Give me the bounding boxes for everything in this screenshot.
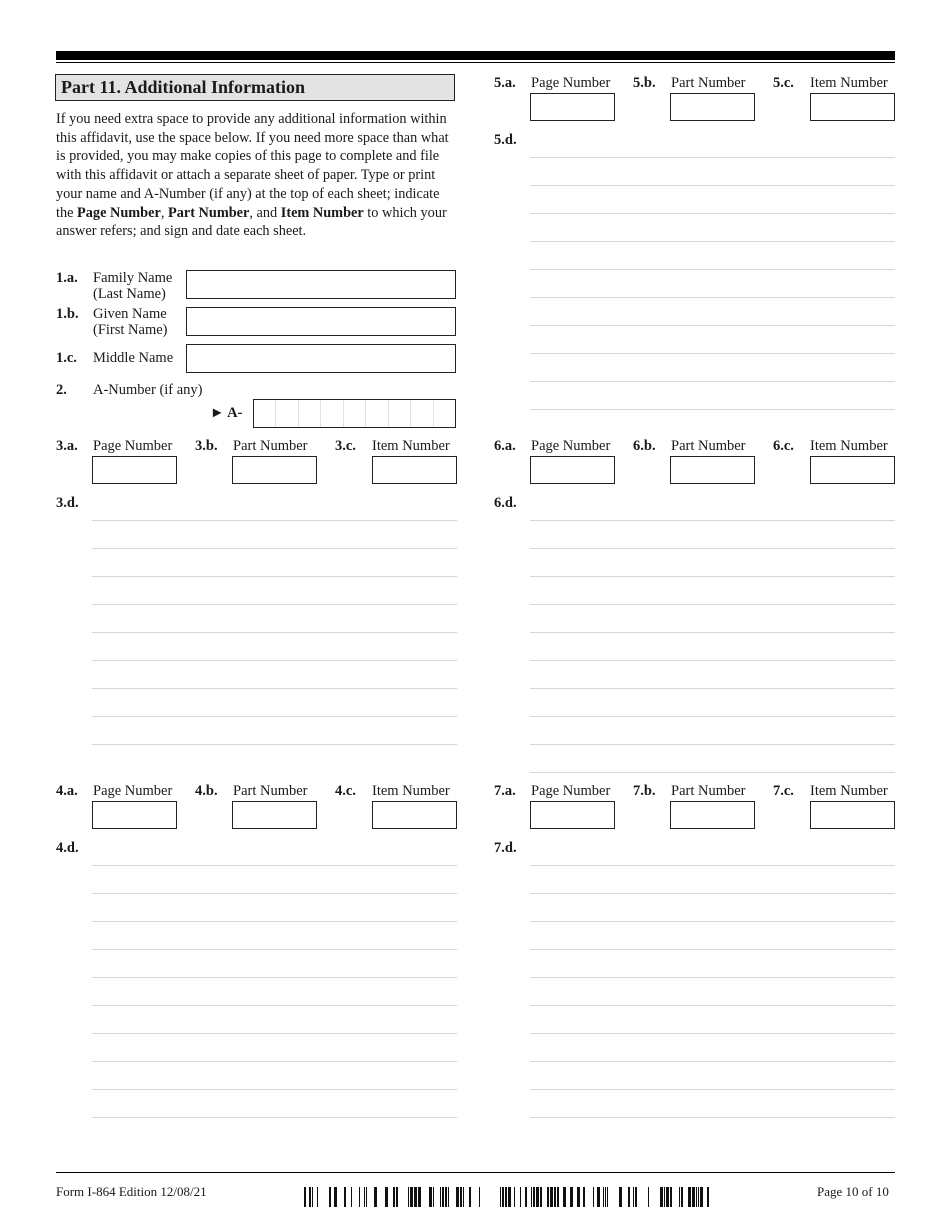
part-number-input-3[interactable] (232, 456, 317, 484)
writing-line (92, 1033, 457, 1034)
page-number-label-5: Page Number (531, 75, 611, 91)
item-number-6c: 6.c. (773, 438, 794, 454)
middle-name-label: Middle Name (93, 350, 174, 366)
writing-line (530, 1089, 895, 1090)
writing-line (530, 949, 895, 950)
writing-line (530, 865, 895, 866)
a-number-prefix: ► A- (210, 405, 243, 421)
part-number-input-5[interactable] (670, 93, 755, 121)
item-number-6b: 6.b. (633, 438, 656, 454)
writing-line (92, 576, 457, 577)
page-number-label-7: Page Number (531, 783, 611, 799)
item-number-7a: 7.a. (494, 783, 516, 799)
writing-line (530, 744, 895, 745)
item-number-5d: 5.d. (494, 132, 517, 148)
writing-line (92, 744, 457, 745)
writing-line (92, 977, 457, 978)
page-number-label-6: Page Number (531, 438, 611, 454)
writing-line (530, 1117, 895, 1118)
writing-line (530, 520, 895, 521)
item-number-label-5: Item Number (810, 75, 888, 91)
writing-line (92, 604, 457, 605)
item-number-6d: 6.d. (494, 495, 517, 511)
writing-line (92, 893, 457, 894)
writing-line (530, 548, 895, 549)
writing-line (530, 977, 895, 978)
item-number-7d: 7.d. (494, 840, 517, 856)
family-name-input[interactable] (186, 270, 456, 299)
item-number-5c: 5.c. (773, 75, 794, 91)
writing-line (530, 1033, 895, 1034)
writing-line (92, 1061, 457, 1062)
writing-line (530, 213, 895, 214)
writing-line (92, 716, 457, 717)
writing-line (530, 1061, 895, 1062)
writing-line (530, 409, 895, 410)
writing-line (530, 353, 895, 354)
a-number-input[interactable] (253, 399, 456, 428)
top-rule-thick (56, 51, 895, 60)
writing-line (530, 716, 895, 717)
item-number-3d: 3.d. (56, 495, 79, 511)
writing-line (92, 1005, 457, 1006)
writing-line (92, 688, 457, 689)
writing-line (92, 1089, 457, 1090)
page-number-input-7[interactable] (530, 801, 615, 829)
item-number-3c: 3.c. (335, 438, 356, 454)
page-number-input-4[interactable] (92, 801, 177, 829)
writing-line (530, 921, 895, 922)
part-number-label-5: Part Number (671, 75, 746, 91)
writing-line (92, 865, 457, 866)
item-number-7b: 7.b. (633, 783, 656, 799)
item-number-4b: 4.b. (195, 783, 218, 799)
item-number-input-7[interactable] (810, 801, 895, 829)
item-number-5b: 5.b. (633, 75, 656, 91)
writing-line (92, 949, 457, 950)
item-number-4a: 4.a. (56, 783, 78, 799)
page-number-input-5[interactable] (530, 93, 615, 121)
top-rule-thin (56, 62, 895, 63)
part-header: Part 11. Additional Information (55, 74, 455, 101)
writing-line (530, 660, 895, 661)
writing-line (92, 548, 457, 549)
part-number-label-4: Part Number (233, 783, 308, 799)
item-number-4c: 4.c. (335, 783, 356, 799)
item-number-3b: 3.b. (195, 438, 218, 454)
given-name-label: Given Name (First Name) (93, 306, 168, 338)
writing-line (530, 325, 895, 326)
writing-line (530, 157, 895, 158)
footer-rule (56, 1172, 895, 1173)
writing-line (530, 893, 895, 894)
part-number-label-7: Part Number (671, 783, 746, 799)
item-number-2: 2. (56, 382, 67, 398)
page-number-label-3: Page Number (93, 438, 173, 454)
part-number-input-4[interactable] (232, 801, 317, 829)
writing-line (530, 241, 895, 242)
page-number-input-6[interactable] (530, 456, 615, 484)
writing-line (530, 632, 895, 633)
writing-line (530, 381, 895, 382)
writing-line (530, 1005, 895, 1006)
item-number-label-4: Item Number (372, 783, 450, 799)
writing-line (530, 185, 895, 186)
item-number-5a: 5.a. (494, 75, 516, 91)
instructions-paragraph: If you need extra space to provide any additional information within this affidavit, use the space below. If you need more space than what is provided, you may make copies of this page to complete and file with this affidavit or attach a separate sheet of paper. Type or print your name and A-Number (if any) at the top of each sheet; indicate the Page Number, Part Number, and Item Number to which your answer refers; and sign and date each sheet. (56, 111, 449, 240)
item-number-3a: 3.a. (56, 438, 78, 454)
item-number-input-6[interactable] (810, 456, 895, 484)
writing-line (92, 660, 457, 661)
writing-line (530, 772, 895, 773)
item-number-input-4[interactable] (372, 801, 457, 829)
writing-line (92, 921, 457, 922)
item-number-1c: 1.c. (56, 350, 77, 366)
part-number-input-6[interactable] (670, 456, 755, 484)
additional-info-textarea-3[interactable] (92, 492, 457, 744)
writing-line (530, 688, 895, 689)
item-number-input-3[interactable] (372, 456, 457, 484)
middle-name-input[interactable] (186, 344, 456, 373)
item-number-label-3: Item Number (372, 438, 450, 454)
a-number-label: A-Number (if any) (93, 382, 203, 398)
writing-line (92, 632, 457, 633)
writing-line (92, 520, 457, 521)
writing-line (92, 1117, 457, 1118)
page-number-input-3[interactable] (92, 456, 177, 484)
given-name-input[interactable] (186, 307, 456, 336)
writing-line (530, 576, 895, 577)
item-number-1a: 1.a. (56, 270, 78, 286)
writing-line (530, 604, 895, 605)
page-number-label-4: Page Number (93, 783, 173, 799)
writing-line (530, 297, 895, 298)
item-number-6a: 6.a. (494, 438, 516, 454)
item-number-1b: 1.b. (56, 306, 79, 322)
writing-line (530, 269, 895, 270)
part-number-label-6: Part Number (671, 438, 746, 454)
barcode-image (304, 1187, 712, 1207)
item-number-4d: 4.d. (56, 840, 79, 856)
item-number-label-6: Item Number (810, 438, 888, 454)
part-number-label-3: Part Number (233, 438, 308, 454)
item-number-7c: 7.c. (773, 783, 794, 799)
part-number-input-7[interactable] (670, 801, 755, 829)
item-number-label-7: Item Number (810, 783, 888, 799)
item-number-input-5[interactable] (810, 93, 895, 121)
footer-form-edition: Form I-864 Edition 12/08/21 (56, 1184, 207, 1199)
footer-page-number: Page 10 of 10 (817, 1184, 889, 1199)
family-name-label: Family Name (Last Name) (93, 270, 173, 302)
